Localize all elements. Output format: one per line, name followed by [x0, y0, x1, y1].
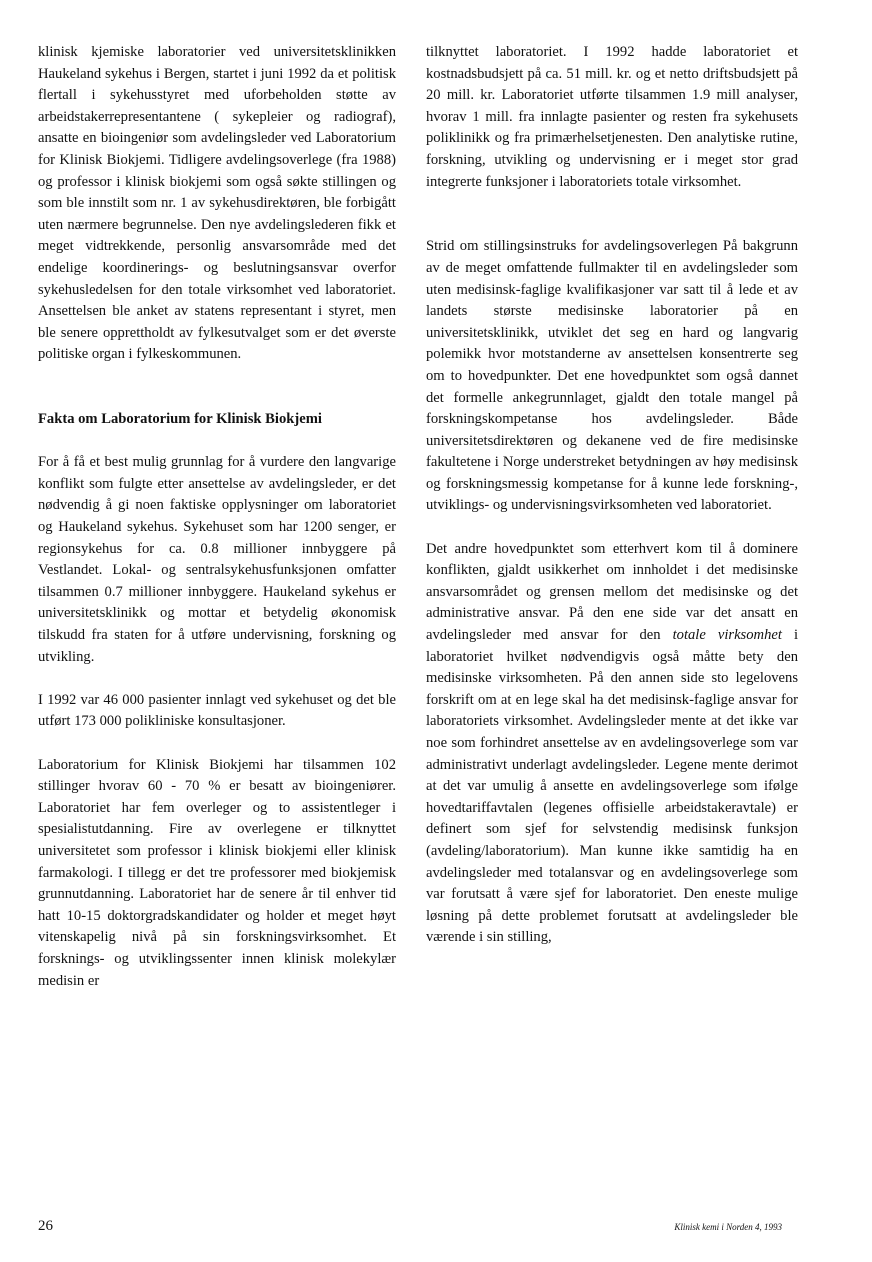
- emphasized-text: totale virksomhet: [672, 627, 782, 644]
- body-paragraph: For å få et best mulig grunnlag for å vurdere den langvarige konflikt som fulgte etter ansettelse av avdelingsleder, er det nødvendig å gi noen faktiske opplysninger om laboratoriet og Haukeland sykehus. Sykehuset som har 1200 senger, er regionsykehus for ca. 0.8 millioner innbyggere på Vestlandet. Lokal- og sentralsykehusfunksjonen omfatter tilsammen 0.7 millioner innbyggere. Haukeland sykehus er universitetsklinikk og mottar et betydelig økonomisk tilskudd fra staten for å utføre undervisning, forskning og utvikling.: [38, 454, 396, 665]
- body-paragraph: I 1992 var 46 000 pasienter innlagt ved sykehuset og det ble utført 173 000 polikliniske konsultasjoner.: [38, 691, 396, 730]
- body-paragraph: tilknyttet laboratoriet. I 1992 hadde laboratoriet et kostnadsbudsjett på ca. 51 mill. kr. og et netto driftsbudsjett på 20 mill. kr. Laboratoriet utførte tilsammen 1.9 mill analyser, hvorav 1 mill. fra innlagte pasienter og resten fra sykehusets poliklinikk og fra primærhelsetjenesten. Den analytiske rutine, forskning, utvikling og undervisning er i meget stor grad integrerte funksjoner i laboratoriets totale virksomhet.: [426, 44, 798, 190]
- body-paragraph: Strid om stillingsinstruks for avdelingsoverlegen På bakgrunn av de meget omfattende fullmakter til en avdelingsleder som uten medisinsk-faglige kvalifikasjoner var satt til å lede et av landets største medisinske laboratorier på en universitetsklinikk, utviklet det seg en hard og langvarig polemikk hvor motstanderne av ansettelsen konsentrerte seg om to hovedpunkter. Det ene hovedpunktet som også dannet det formelle ankegrunnlaget, gjaldt den totale mangel på forskningskompetanse hos avdelingsleder. Både universitetsdirektøren og dekanene ved de fire medisinske fakultetene i Norge understreket betydningen av høy medisinsk og forskningsmessig kompetanse for å kunne lede forskning-, utviklings- og undervisningsvirksomheten ved laboratoriet.: [426, 238, 798, 514]
- section-heading: Fakta om Laboratorium for Klinisk Biokjemi: [38, 411, 322, 428]
- right-column: [426, 42, 798, 949]
- paragraph-text: Det andre hovedpunktet som etterhvert kom til å dominere konflikten, gjaldt usikkerhet om innholdet i det medisinske ansvarsområdet og grensen mellom det medisinske og det administrative ansvar. På den ene side var det ansatt en avdelingsleder med ansvar for den: [426, 540, 798, 644]
- body-paragraph: Laboratorium for Klinisk Biokjemi har tilsammen 102 stillinger hvorav 60 - 70 % er besatt av bioingeniører. Laboratoriet har fem overleger og to assistentleger i spesialistutdanning. Fire av overlegene er tilknyttet universitetet som professor i klinisk biokjemi eller klinisk farmakologi. I tillegg er det tre professorer med biokjemisk grunnutdanning. Laboratoriet har de senere år til enhver tid hatt 10-15 doktorgradskandidater og holder et meget høyt vitenskapelig nivå på sin forskningsvirksomhet. Et forsknings- og utviklingssenter innen klinisk molekylær medisin er: [38, 756, 396, 989]
- body-paragraph: klinisk kjemiske laboratorier ved universitetsklinikken Haukeland sykehus i Bergen, startet i juni 1992 da et politisk flertall i sykehusstyret med uforbeholden støtte av arbeidstakerrepresentantene ( sykepleier og radiograf), ansatte en bioingeniør som avdelingsleder ved Laboratorium for Klinisk Biokjemi. Tidligere avdelingsoverlege (fra 1988) og professor i klinisk biokjemi som også søkte stillingen og som ble innstilt som nr. 1 av sykehusdirektøren, ble forbigått uten nærmere begrunnelse. Den nye avdelingslederen fikk et meget vidtrekkende, personlig ansvarsområde med det endelige koordinerings- og beslutningsansvar overfor sykehusledelsen for den totale virksomhet ved laboratoriet. Ansettelsen ble anket av statens representant i styret, men ble senere opprettholdt av fylkesutvalget som er det øverste politiske organ i fylkeskommunen.: [38, 44, 396, 363]
- journal-citation: Klinisk kemi i Norden 4, 1993: [674, 1222, 782, 1232]
- page-number: 26: [38, 1218, 53, 1234]
- paragraph-text: i laboratoriet hvilket nødvendigvis også måtte bety den medisinske virksomheten. På den annen side sto legelovens forskrift om at en lege skal ha det medisinsk-faglige ansvar for laboratoriets virksomhet. Avdelingsleder mente at det ikke var noe som forhindret ansettelse av en avdelingsoverlege som var administrativt underlagt avdelingsleder. Legene mente derimot at det var umulig å ansette en avdelingsoverlege som ifølge hovedtariffavtalen (legenes offisielle arbeidstakeravtale) er definert som sjef for selvstendig medisinsk funksjon (avdeling/laboratorium). Man kunne ikke samtidig ha en avdelingsleder med totalansvar og en avdelingsoverlege som var forutsatt å være sjef for laboratoriet. Den eneste mulige løsning på dette problemet forutsatt at avdelingsleder ble værende i sin stilling,: [426, 627, 798, 946]
- left-column: [38, 42, 396, 992]
- body-paragraph: [426, 539, 798, 949]
